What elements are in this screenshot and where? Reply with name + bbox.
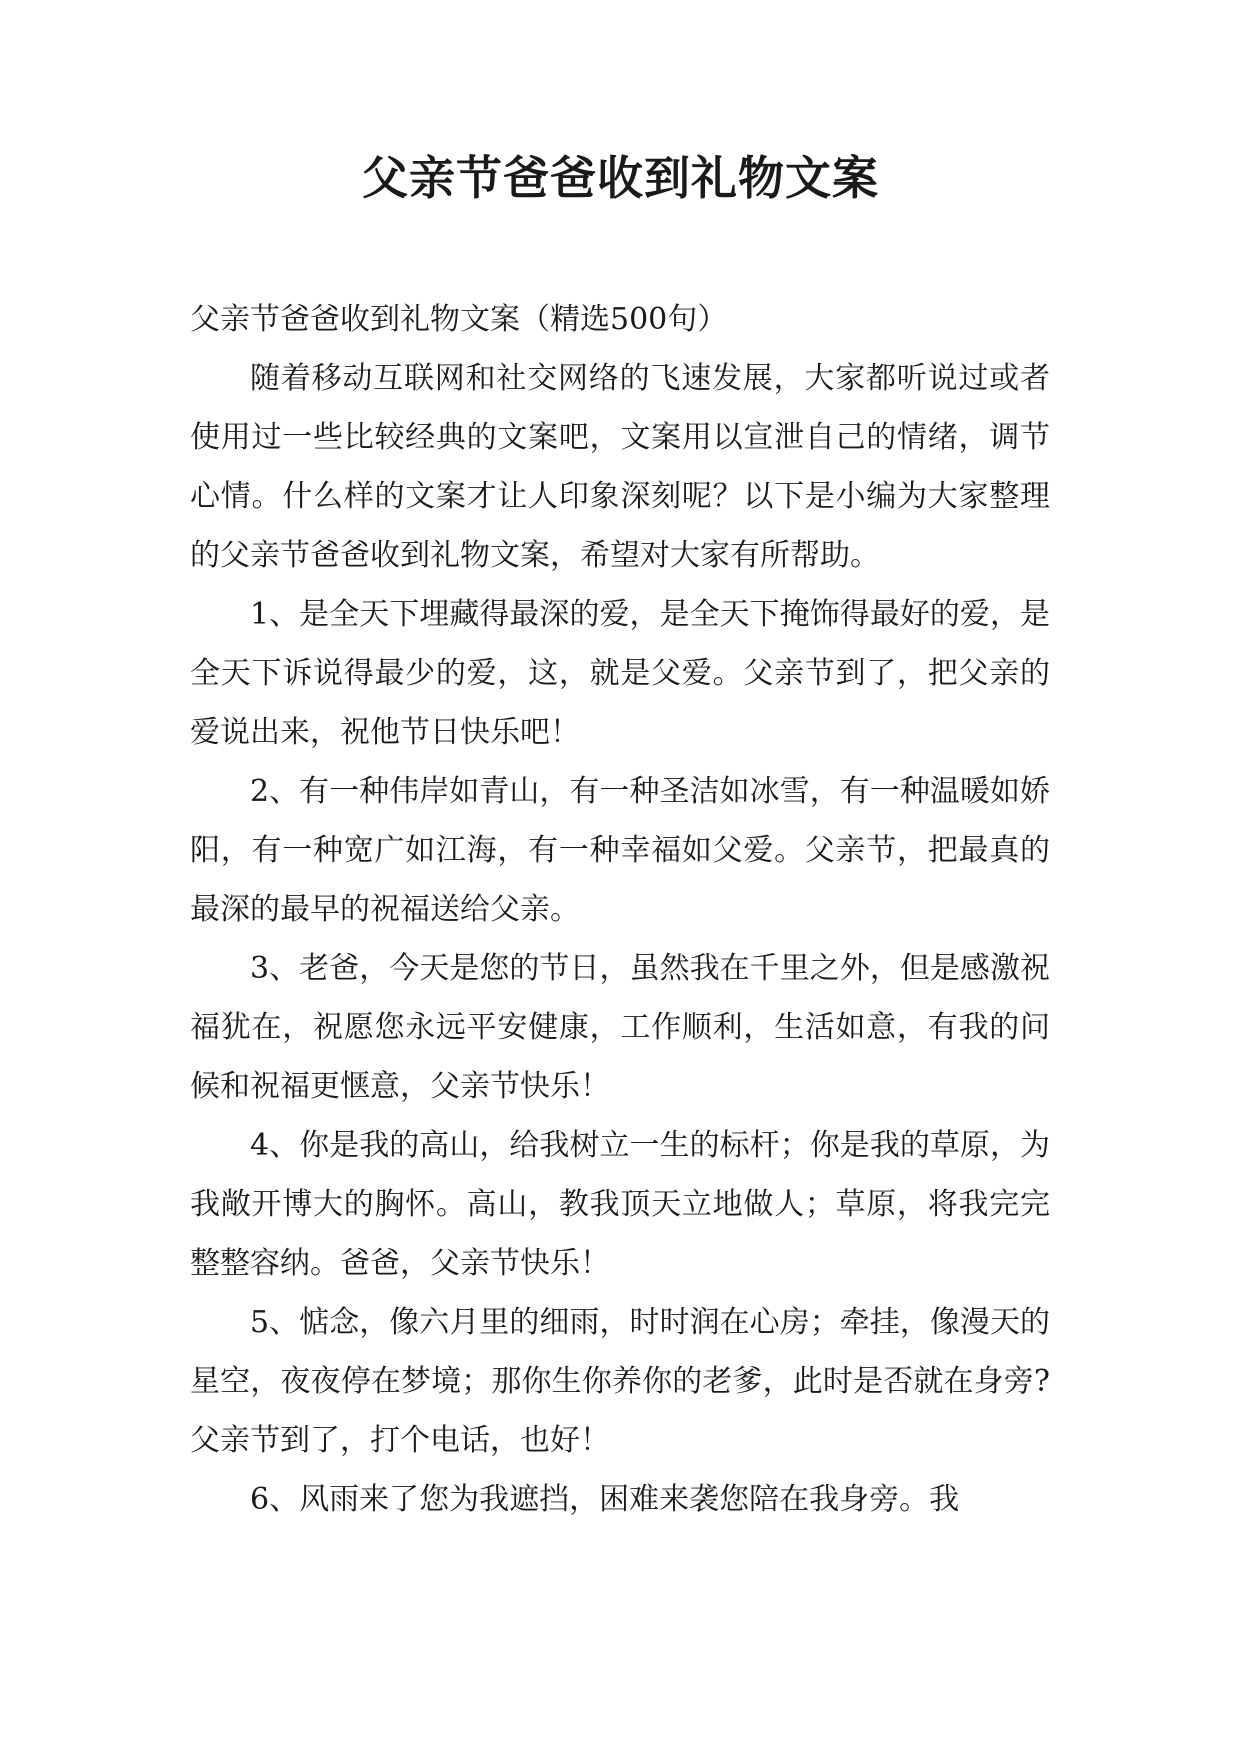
document-title: 父亲节爸爸收到礼物文案 [362,151,879,205]
document-body [190,290,1050,1529]
document-subtitle: 父亲节爸爸收到礼物文案（精选500句） [190,302,728,337]
list-item: 6、风雨来了您为我遮挡，困难来袭您陪在我身旁。我 [250,1482,960,1517]
list-item: 4、你是我的高山，给我树立一生的标杆；你是我的草原，为我敞开博大的胸怀。高山，教我顶天立地做人；草原，将我完完整整容纳。爸爸，父亲节快乐！ [190,1128,1050,1281]
intro-paragraph: 随着移动互联网和社交网络的飞速发展，大家都听说过或者使用过一些比较经典的文案吧，文案用以宣泄自己的情绪，调节心情。什么样的文案才让人印象深刻呢？以下是小编为大家整理的父亲节爸爸收到礼物文案，希望对大家有所帮助。 [190,361,1050,573]
list-item: 1、是全天下埋藏得最深的爱，是全天下掩饰得最好的爱，是全天下诉说得最少的爱，这，就是父爱。父亲节到了，把父亲的爱说出来，祝他节日快乐吧！ [190,597,1050,750]
list-item: 3、老爸，今天是您的节日，虽然我在千里之外，但是感激祝福犹在，祝愿您永远平安健康，工作顺利，生活如意，有我的问候和祝福更惬意，父亲节快乐！ [190,951,1050,1104]
list-item: 2、有一种伟岸如青山，有一种圣洁如冰雪，有一种温暖如娇阳，有一种宽广如江海，有一种幸福如父爱。父亲节，把最真的最深的最早的祝福送给父亲。 [190,774,1050,927]
list-item: 5、惦念，像六月里的细雨，时时润在心房；牵挂，像漫天的星空，夜夜停在梦境；那你生你养你的老爹，此时是否就在身旁?父亲节到了，打个电话，也好！ [190,1305,1050,1458]
